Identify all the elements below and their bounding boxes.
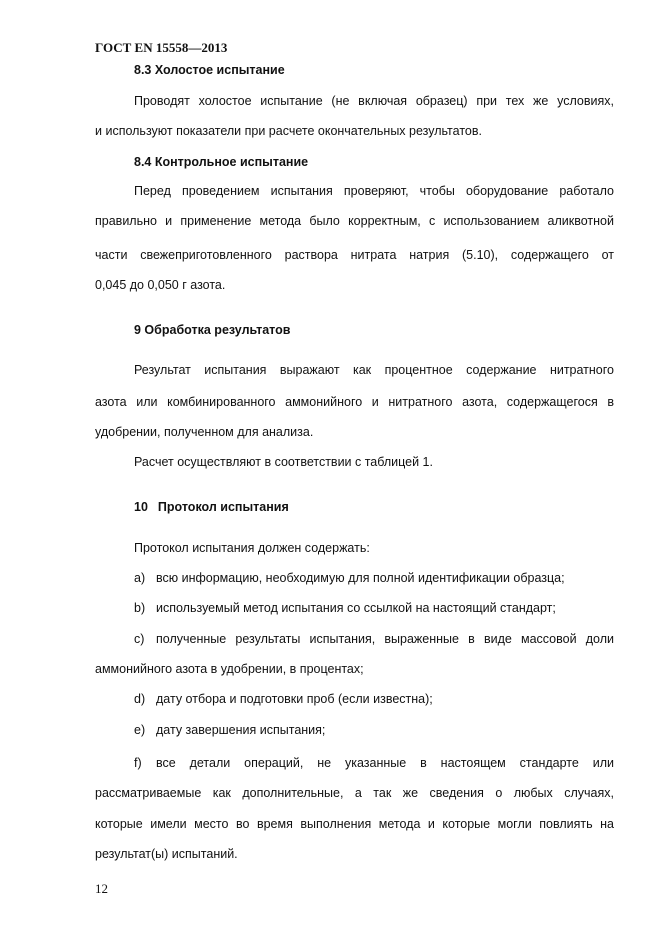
list-item-continuation: которые имели место во время выполнения метода и которые могли повлиять на [95, 817, 614, 831]
section-heading-8-4: 8.4 Контрольное испытание [134, 155, 309, 169]
section-heading-10 [134, 500, 289, 514]
list-marker: а) [134, 571, 146, 585]
list-item-text: используемый метод испытания со ссылкой на настоящий стандарт; [156, 601, 556, 615]
list-item [134, 691, 433, 707]
list-item-continuation: рассматриваемые как дополнительные, а так же сведения о любых случаях, [95, 786, 614, 800]
list-item [134, 755, 614, 771]
paragraph-line: 0,045 до 0,050 г азота. [95, 278, 226, 292]
section-number: 10 [134, 500, 148, 514]
paragraph-line: и используют показатели при расчете окончательных результатов. [95, 124, 482, 138]
paragraph-line: Результат испытания выражают как процентное содержание нитратного [134, 363, 614, 377]
paragraph-line: Протокол испытания должен содержать: [134, 541, 370, 555]
paragraph-line: части свежеприготовленного раствора нитрата натрия (5.10), содержащего от [95, 248, 614, 262]
list-marker: е) [134, 723, 146, 737]
paragraph-line: Перед проведением испытания проверяют, чтобы оборудование работало [134, 184, 614, 198]
section-title: Протокол испытания [157, 500, 289, 514]
list-item-text: дату завершения испытания; [156, 723, 326, 737]
paragraph-line: Расчет осуществляют в соответствии с таблицей 1. [134, 455, 433, 469]
list-item [134, 600, 556, 616]
paragraph-line: правильно и применение метода было корректным, с использованием аликвотной [95, 214, 614, 228]
list-item-text: полученные результаты испытания, выраженные в виде массовой доли [156, 632, 614, 646]
paragraph-line: удобрении, полученном для анализа. [95, 425, 314, 439]
section-heading-9: 9 Обработка результатов [134, 323, 291, 337]
list-item [134, 570, 565, 586]
list-item-continuation: аммонийного азота в удобрении, в процентах; [95, 662, 364, 676]
document-code: ГОСТ EN 15558—2013 [95, 40, 228, 55]
list-item-text: все детали операций, не указанные в настоящем стандарте или [156, 756, 614, 770]
paragraph-line: Проводят холостое испытание (не включая образец) при тех же условиях, [134, 94, 614, 108]
list-marker: f) [134, 756, 142, 770]
section-heading-8-3: 8.3 Холостое испытание [134, 63, 285, 77]
list-item [134, 722, 325, 738]
list-marker: b) [134, 601, 146, 615]
list-item [134, 631, 614, 647]
list-marker: c) [134, 632, 145, 646]
list-item-text: дату отбора и подготовки проб (если известна); [156, 692, 433, 706]
page-number: 12 [95, 881, 108, 896]
paragraph-line: азота или комбинированного аммонийного и нитратного азота, содержащегося в [95, 395, 614, 409]
list-item-continuation: результат(ы) испытаний. [95, 847, 238, 861]
list-marker: d) [134, 692, 146, 706]
list-item-text: всю информацию, необходимую для полной идентификации образца; [156, 571, 565, 585]
